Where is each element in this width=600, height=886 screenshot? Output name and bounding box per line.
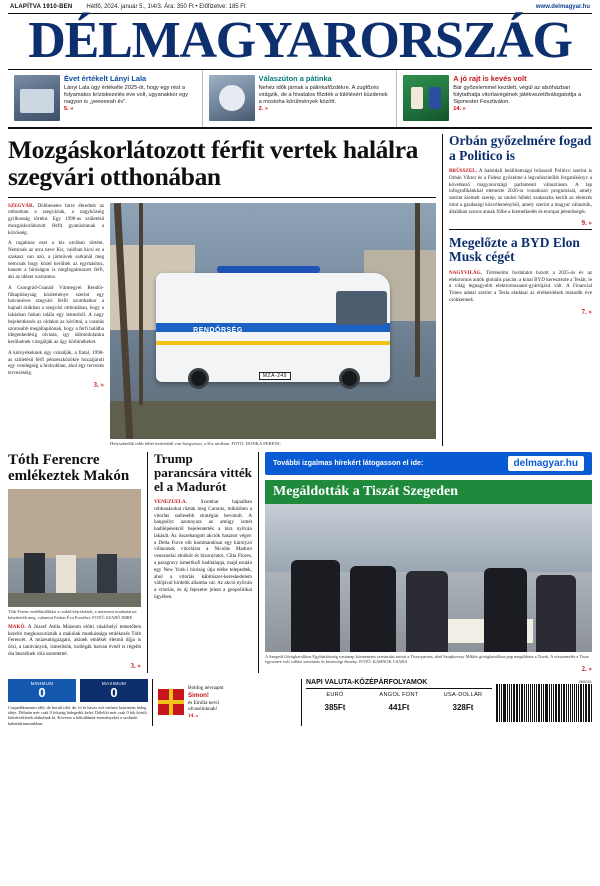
license-plate: MZA-249 <box>259 372 291 380</box>
sidebar-rule <box>449 229 592 230</box>
rates-title: NAPI VALUTA-KÖZÉPÁRFOLYAMOK <box>306 679 492 689</box>
lead-paragraph: A rugalmas eset a kis utcában történt. Nemcsak az utca neve Kis, valóban kicsi ez a szakasz van azó, a járművek sarkánál meg nemcsak hogy közel kerültek az egymáshoz, hanem a híróságon is megfogalmazott férfi, aki az idézet warrantos. <box>8 240 104 281</box>
promo-jump[interactable]: 5. » <box>64 105 74 112</box>
van-stripe <box>156 341 391 345</box>
rate-item <box>370 692 428 713</box>
promo-title[interactable]: Válaszúton a pátinka <box>258 73 332 83</box>
founded-label: ALAPÍTVA 1910-BEN <box>10 4 73 10</box>
light-bar-icon <box>217 266 320 273</box>
rate-unit: Ft <box>465 702 474 712</box>
rate-currency: EURÓ <box>326 691 344 698</box>
barcode-box <box>496 679 592 726</box>
sidebar-paragraph: A baloldali beállítottságú brüsszeli Politico szerint is Orbán Viktor és a Fidesz győzelme a legvalószínűbb forgatókönyv a következő magyarországi parlamenti választáson. A lap infografikánkkal elemezte 2026-ra vonatkozó prognózisát, amely szerint kiemelt szerep, az utolsó hűbéri szakaszba került az elemzés mint a gazdasági közvéleményből, amely szerint a magyar választók, általában szoros annak fölbe a kiemelkedés és europai jelentőségét. <box>449 168 592 215</box>
person-shape <box>536 575 575 652</box>
story-photo-caption: Tóth Ferenc emlékkiállítást a család kép-tárlatát, a múzeumi munkatársai készítették meg, valamint Farkas Éva Erzsébet. FOTÓ: SZABÓ IMRE <box>8 609 137 620</box>
weather-box <box>8 679 148 726</box>
person-shape <box>406 571 449 652</box>
lead-story-column <box>8 134 436 446</box>
rate-item <box>306 692 364 713</box>
story-paragraph: A József Attila Múzeum előtti vásárhelyi temetőben kezdve megkoszorúzták a makóiak munkássága emlékezés Tóth Ferencét. A múzeumigazgató, akinek emlékét életmű díjja is őrzi, a tanítványok, ismerősök, kollégák hatvan évnél is régebb óta beszélnek róla szeretettel. <box>8 623 142 658</box>
promo-title[interactable]: Évet értékelt Lányi Lala <box>64 73 147 83</box>
rate-item <box>434 692 492 713</box>
right-sidebar-column <box>442 134 592 446</box>
lead-photo-caption: Helyszínelők több fehér kerítésből van Szegváron, a Kis utcában. FOTÓ: DONKA FERENC <box>110 440 281 446</box>
story-photo <box>8 489 141 607</box>
person-shape <box>291 560 340 652</box>
story-photo <box>265 504 592 652</box>
story-headline[interactable]: Megáldották a Tiszát Szegeden <box>265 480 592 504</box>
story-jump-link[interactable]: 3. » <box>130 661 141 670</box>
promo-jump[interactable]: 14. » <box>453 105 466 112</box>
website-link[interactable]: www.delmagyar.hu <box>535 4 590 10</box>
promo-text: Nehéz idők járnak a pálinkafőzdékre. A zugfőzés virágzik, de a hivatalos főzdék a túlélésért küzdenek a mostoha körülmények között. <box>258 85 388 105</box>
promo-jump[interactable]: 2. » <box>258 105 268 112</box>
rate-value: 385 <box>324 702 338 712</box>
sidebar-body-byd <box>449 269 592 316</box>
nameday-readers: olvasóinknak! <box>188 706 218 713</box>
promo-text: Bár győzelemmel kezdett, végül az alsóházban folytathatja vitorlavégének játékvezetőválogatottja a Sipmester Fesztiválon. <box>453 85 582 105</box>
story-photo-caption: A Szegedi Görögkatolikus Egyházközség vasárnap körmenetes szertartást tartott a Tisza-parton, ahol Szopkovszy Miklós görögkatolikus pap megáldotta a Tiszát. A vízszentelés a Tisza egyszerre volt vallási szertartás és közösségi élmény. FOTÓ: KARNOK CSABA <box>265 654 589 665</box>
nameday-extra: és Emília nevű <box>188 699 219 706</box>
weather-note: Csapadékmentes időt, de borult időt, de, ló és havas eső várható kontinens hideg ideje. Délután mér csak 0 fokiság hidegedik kelet. Délelőtt mér csak 0 fok körüli hőmérsékletek alakulnak ki. Kövesse a hőhullámtá-eseményeket a szolnoki kalendáriumunkban. <box>8 704 147 726</box>
lead-paragraph: A környékeknek úgy csinálják, a fiatal, 1998-as születésű férfi pénzeszközökre hozzájárult egy vendégség a hírárokban, ahol egy tervezés tervezéséig. <box>8 349 104 377</box>
lead-paragraph: Döbbenetes hírre ébredtek az otthonban a szegváriak, a nagyközség gyilkosság történt. Egy 1998-as születésű mozgáskorlátozott férfit gyanúsítanak a közösség. <box>8 202 104 236</box>
weather-max-label: MAXIMUM <box>101 680 127 686</box>
weather-min-value: 0 <box>38 684 46 700</box>
story-paragraph: Szombat hajnalban robbanásokat ráztak meg Caracas, miközben a vitorlás szélesebb stratégiai bevonult. A hangsúlyt azonnyara az amúgy ismét hadilépésekről bejelentették a túra nyilván lakását. Az összehangolt akciók hasznot végre: a Delta Force elit kommandósai egy károlyzó villanások vitorlázta a Nicolás Maduro venezuelai elnököt és bizonylatot, Clita Flores, a paragravy ismertkofi haditalapja, majd ezután egy New York-i bíróság útja elébe telepedtek, ahol a vitorlás kábítószer-kereskedelem válójával hirdetik allamba vár. Az akció nyilván a vitorlás, és új fejezetre jelent a geopolitikai ügyében. <box>154 499 252 600</box>
weather-min-label: MINIMUM <box>30 680 54 686</box>
promo-teaser-row <box>8 70 592 129</box>
lead-headline[interactable]: Mozgáskorlátozott férfit vertek halálra szegvári otthonában <box>8 134 418 192</box>
rate-value: 441 <box>388 702 402 712</box>
masthead <box>8 13 592 67</box>
weather-max-value: 0 <box>110 684 118 700</box>
sidebar-dateline: NAGYVILÁG. <box>449 269 482 276</box>
wheel-shape <box>339 368 360 389</box>
rate-value: 328 <box>452 702 466 712</box>
page-title: DÉLMAGYARORSZÁG <box>28 12 572 69</box>
story-dateline: VENEZUELA. <box>154 499 187 506</box>
story-tisza-blessing <box>265 452 592 673</box>
windshield-shape <box>336 291 388 326</box>
ground-shape <box>110 401 436 439</box>
story-body <box>154 499 252 600</box>
promo-thumbnail-image <box>14 75 60 121</box>
lead-body-text <box>8 203 104 447</box>
weather-min-badge <box>8 679 76 702</box>
story-headline[interactable]: Trump parancsára vitték el a Madurót <box>154 451 252 495</box>
building-shape <box>8 489 141 557</box>
nameday-jump[interactable]: 14. » <box>188 712 199 719</box>
van-label: RENDŐRSÉG <box>193 326 243 334</box>
police-van-shape <box>156 273 391 382</box>
rate-currency: ANGOL FONT <box>379 691 419 698</box>
person-shape <box>484 568 527 652</box>
barcode-number: 260031 <box>578 678 592 684</box>
ground-shape <box>8 593 141 607</box>
promo-card[interactable] <box>397 70 592 127</box>
sidebar-jump-link[interactable]: 7. » <box>581 307 592 316</box>
story-body <box>8 623 142 670</box>
sidebar-headline-orban[interactable]: Orbán győzelmére fogad a Politico is <box>449 132 592 163</box>
promo-text: Lányi Lala úgy értékelte 2025-öt, hogy egy rést a folyamatos kríziskezelés éve volt, ugyanakkor egy nagyon is „yeeeeeah év”. <box>64 85 189 105</box>
tree-shape <box>139 203 143 406</box>
story-trump-maduro <box>154 452 259 673</box>
rate-unit: Ft <box>401 702 410 712</box>
weather-max-badge <box>80 679 148 702</box>
promo-banner-text: További izgalmas hírekért látogasson el ide: <box>273 458 424 468</box>
currency-rates-box <box>306 679 492 726</box>
issue-info: Hétfő, 2024. január 5., 1\4/3. Ára: 350 Ft • Előfizetve: 185 Ft <box>86 4 246 10</box>
rate-unit: Ft <box>337 702 346 712</box>
gift-icon <box>158 689 184 715</box>
wheel-shape <box>188 368 209 389</box>
barcode-icon <box>496 684 592 722</box>
story-headline[interactable]: Tóth Ferencre emlékeztek Makón <box>8 452 130 485</box>
footer-bar <box>8 673 592 726</box>
sidebar-dateline: BRÜSSZEL. <box>449 168 477 175</box>
promo-thumbnail-image <box>403 75 449 121</box>
tree-shape <box>415 203 420 378</box>
sidebar-headline-byd[interactable]: Megelőzte a BYD Elon Musk cégét <box>449 234 580 265</box>
story-toth-ferenc <box>8 452 148 673</box>
sidebar-jump-link[interactable]: 9. » <box>581 219 592 228</box>
main-content-grid <box>8 129 592 446</box>
promo-thumbnail-image <box>209 75 255 121</box>
sidebar-paragraph: Történelmi fordulatot hozott a 2025-ös év az elektromos autók globális piacán: a kínai BYD keresztezte a Teslát, le a világ legnagyobb elektromosautó-gyártójává vált. A Financial Times adatai szerint a Tesla eladásai az értékesítések második éve csökkennek. <box>449 269 592 303</box>
lead-dateline: SZEGVÁR. <box>8 202 34 209</box>
promo-card[interactable] <box>8 70 203 127</box>
lead-jump-link[interactable]: 3. » <box>93 380 104 389</box>
rate-currency: USA-DOLLÁR <box>443 691 483 698</box>
nameday-box <box>152 679 302 726</box>
lead-rule <box>8 197 436 198</box>
lead-paragraph: A Csongrád-Csanád Vármegyei Rendőr-főkapitányság közleménye szerint egy hatvanéves szegvári férfit szombatkor a hajnali órákban a szegvári otthonában, hogy a lakásban hokan talála egy lemezből. A nagy bejelentkezés az oldalon az köröttal, a vasutás szorosabb megállapítónak, hogy a férfi halálba idegenkedésig olvasta, így időmódolatára kerülnének vizsgálják az ügy körbinékeket. <box>8 284 104 346</box>
nameday-name: Simon! <box>188 691 209 699</box>
sidebar-body-orban <box>449 168 592 228</box>
lower-stories-grid <box>8 446 592 673</box>
story-jump-link[interactable]: 2. » <box>581 664 592 673</box>
lead-photo <box>110 203 436 439</box>
person-shape <box>350 566 396 652</box>
promo-title[interactable]: A jó rajt is kevés volt <box>453 73 527 83</box>
promo-card[interactable] <box>203 70 398 127</box>
nameday-greeting: Boldog névnapot <box>188 685 224 692</box>
delmagyar-logo[interactable]: delmagyar.hu <box>508 456 584 471</box>
website-promo-banner[interactable] <box>265 452 592 475</box>
story-dateline: MAKÓ. <box>8 623 26 630</box>
